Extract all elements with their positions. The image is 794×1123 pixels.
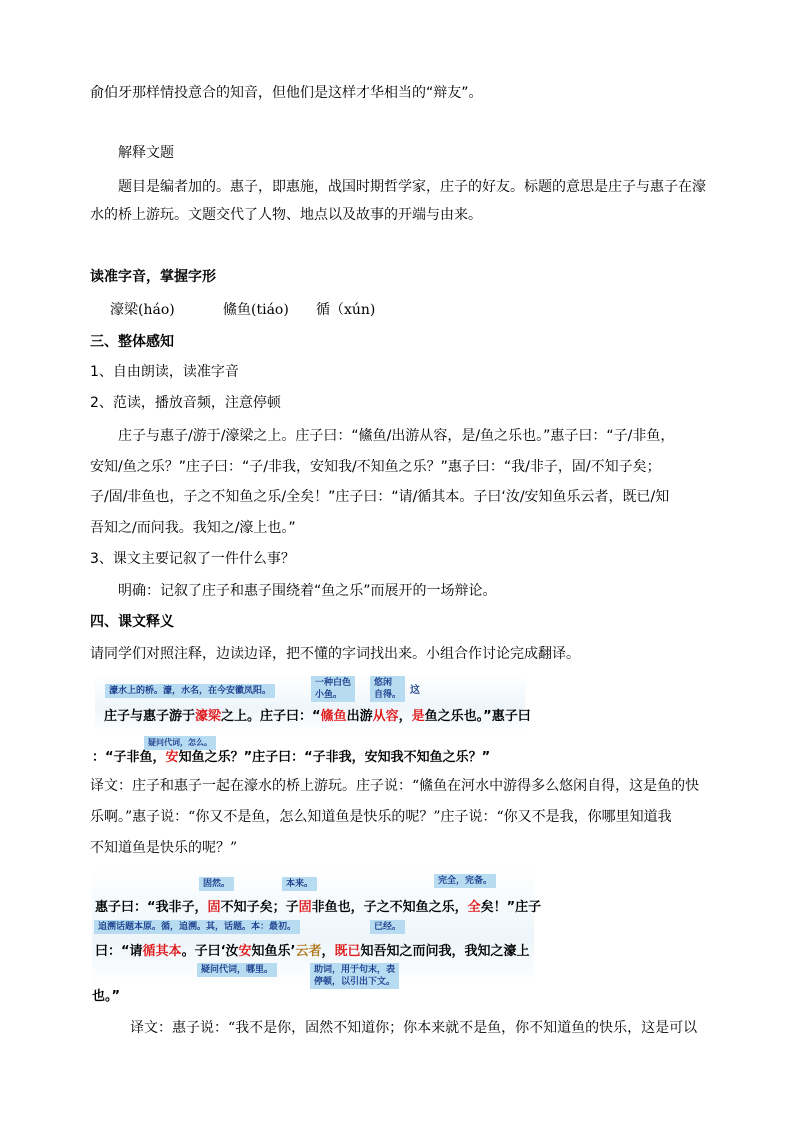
- annotation-note: 已经。: [370, 920, 405, 934]
- pron-item: 鯈鱼(tiáo): [223, 302, 289, 318]
- annotation-note: 疑问代词，怎么。: [144, 736, 216, 750]
- classical-text-line: 曰：“请循其本。子曰‘汝安知鱼乐’云者，既已知吾知之而问我，我知之濠上: [95, 944, 530, 959]
- classical-text-line: 惠子曰：“我非子，固不知子矣；子固非鱼也，子之不知鱼之乐，全矣！”庄子: [95, 900, 542, 915]
- translation-line: 译文：庄子和惠子一起在濠水的桥上游玩。庄子说：“鯈鱼在河水中游得多么悠闲自得，这是鱼的快: [90, 778, 700, 794]
- passage-line: 庄子与惠子/游于/濠梁之上。庄子曰：“鯈鱼/出游从容，是/鱼之乐也。”惠子曰：“子/非鱼，: [118, 428, 675, 444]
- classical-text-line: 也。”: [92, 989, 121, 1004]
- section-heading: 三、整体感知: [90, 334, 174, 350]
- explain-line: 题目是编者加的。惠子，即惠施，战国时期哲学家，庄子的好友。标题的意思是庄子与惠子在濠: [118, 179, 706, 195]
- annotation-note: 追溯话题本原。循，追溯。其，话题。本：最初。: [94, 920, 300, 934]
- translation-line: 不知道鱼是快乐的呢？”: [90, 840, 238, 856]
- annotation-note: 助词，用于句末，表 停顿，以引出下文。: [310, 963, 399, 989]
- explain-heading: 解释文题: [118, 145, 174, 161]
- annotation-note: 悠闲 自得。: [370, 676, 405, 702]
- pron-item: 濠梁(háo): [110, 302, 175, 318]
- translation-line: 译文：惠子说：“我不是你，固然不知道你；你本来就不是鱼，你不知道鱼的快乐，这是可以: [130, 1020, 698, 1036]
- list-item: 3、课文主要记叙了一件什么事？: [90, 551, 295, 567]
- translation-line: 乐啊。”惠子说：“你又不是鱼，怎么知道鱼是快乐的呢？”庄子说：“你又不是我，你哪里知道我: [90, 809, 672, 825]
- answer-line: 明确：记叙了庄子和惠子围绕着“鱼之乐”而展开的一场辩论。: [118, 583, 497, 599]
- annotation-note: 濠水上的桥。濠，水名，在今安徽凤阳。: [105, 684, 275, 698]
- annotation-note: 完全，完备。: [434, 874, 496, 888]
- list-item: 2、范读，播放音频，注意停顿: [90, 395, 281, 411]
- classical-text-line: ：“子非鱼，安知鱼之乐？”庄子曰：“子非我，安知我不知鱼之乐？”: [92, 750, 491, 765]
- list-item: 1、自由朗读，读准字音: [90, 364, 239, 380]
- pron-item: 循（xún): [316, 302, 376, 318]
- annotation-note: 本来。: [282, 877, 317, 891]
- section-heading: 四、课文释义: [90, 614, 174, 630]
- passage-line: 安知/鱼之乐？”庄子曰：“子/非我，安知我/不知鱼之乐？”惠子曰：“我/非子，固/不知子矣；: [90, 459, 661, 475]
- annotation-note: 固然。: [199, 877, 234, 891]
- annotation-note: 疑问代词，哪里。: [197, 963, 277, 977]
- passage-line: 吾知之/而问我。我知之/濠上也。”: [90, 520, 296, 536]
- classical-text-line: 庄子与惠子游于濠梁之上。庄子曰：“鯈鱼出游从容，是鱼之乐也。”惠子曰: [104, 709, 531, 724]
- intro-line: 俞伯牙那样情投意合的知音，但他们是这样才华相当的“辩友”。: [90, 85, 483, 101]
- instruction-line: 请同学们对照注释，边读边译，把不懂的字词找出来。小组合作讨论完成翻译。: [90, 646, 580, 662]
- annotation-note: 一种白色 小鱼。: [311, 676, 355, 702]
- passage-line: 子/固/非鱼也，子之不知鱼之乐/全矣！”庄子曰：“请/循其本。子曰‘汝/安知鱼乐云者，既已/知: [90, 489, 670, 505]
- explain-line: 水的桥上游玩。文题交代了人物、地点以及故事的开端与由来。: [90, 207, 482, 223]
- annotation-note: 这: [410, 685, 420, 696]
- pron-heading: 读准字音，掌握字形: [90, 269, 216, 285]
